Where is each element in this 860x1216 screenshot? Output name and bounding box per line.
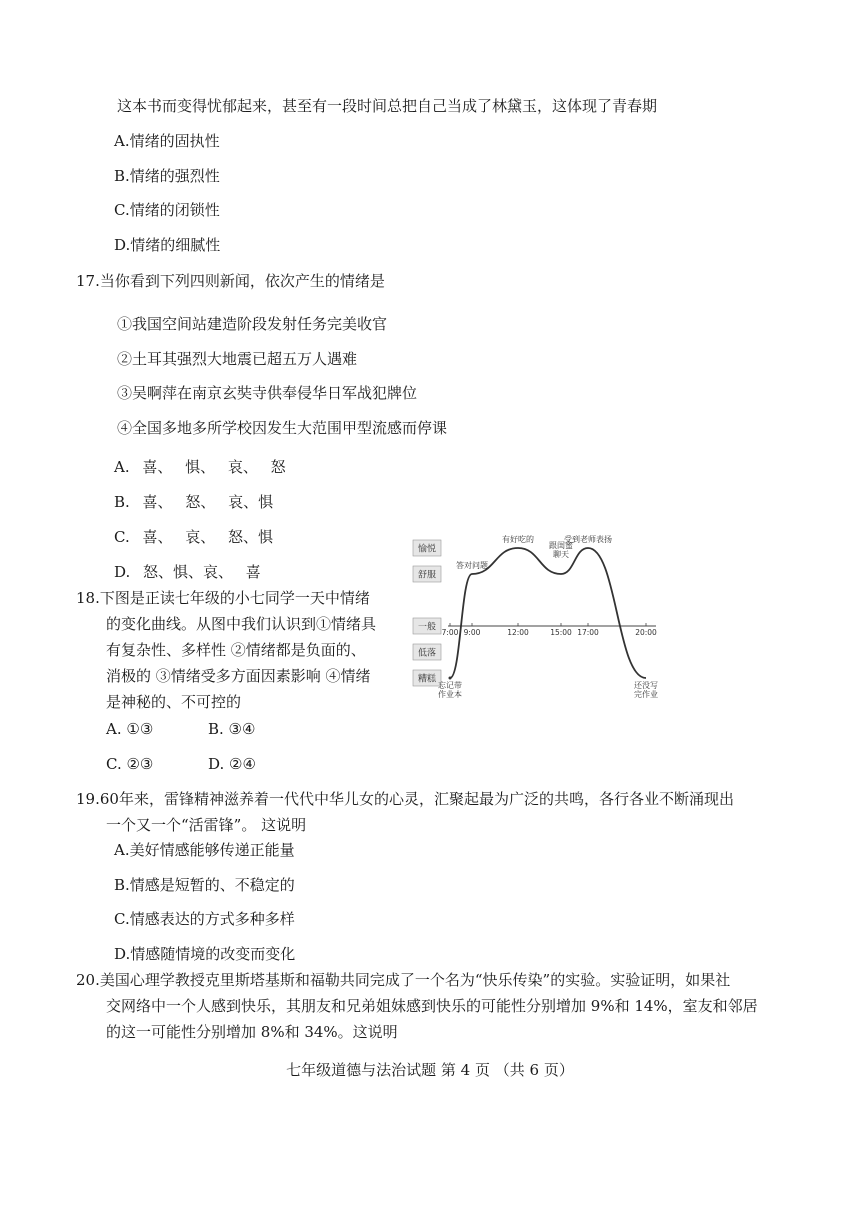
x-tick-label: 9:00 [463,628,481,637]
q17-news-1: ①我国空间站建造阶段发射任务完美收官 [117,315,388,333]
q18-option-a[interactable]: A. ①③ [106,720,154,738]
q16-option-b[interactable]: B.情绪的强烈性 [114,167,220,185]
y-level-label: 一般 [417,622,437,633]
chart-annotation: 还没写完作业 [634,681,658,699]
q16-option-c[interactable]: C.情绪的闭锁性 [114,201,220,219]
q19-option-d[interactable]: D.情感随情境的改变而变化 [114,945,296,963]
q17-option-d[interactable]: D. 怒、惧、哀、 喜 [114,563,261,581]
q19-stem-line-2: 一个又一个“活雷锋”。 这说明 [106,816,307,834]
q16-stem: 这本书而变得忧郁起来，甚至有一段时间总把自己当成了林黛玉，这体现了青春期 [117,97,658,115]
q19-stem-line-1: 19.60年来，雷锋精神滋养着一代代中华儿女的心灵，汇聚起最为广泛的共鸣，各行各业不断涌现出 [76,790,734,808]
chart-annotation: 跟闺蜜聊天 [549,541,573,559]
y-level-label: 愉悦 [417,544,437,555]
q20-stem-line-3: 的这一可能性分别增加 8%和 34%。这说明 [106,1023,398,1041]
x-tick-label: 15:00 [550,628,572,637]
q18-stem-line-1: 18.下图是正读七年级的小七同学一天中情绪 [76,589,370,607]
q20-stem-line-1: 20.美国心理学教授克里斯塔基斯和福勒共同完成了一个名为“快乐传染”的实验。实验证明，如果社 [76,971,731,989]
q16-option-a[interactable]: A.情绪的固执性 [114,132,220,150]
q17-news-4: ④全国多地多所学校因发生大范围甲型流感而停课 [117,419,448,437]
q17-option-c[interactable]: C. 喜、 哀、 怒、惧 [114,528,274,546]
q18-option-b[interactable]: B. ③④ [208,720,256,738]
data-point [449,677,452,680]
chart-annotation: 受到老师表扬 [564,535,612,544]
q18-stem-line-2: 的变化曲线。从图中我们认识到①情绪具 [106,615,377,633]
q16-option-d[interactable]: D.情绪的细腻性 [114,236,221,254]
x-tick-label: 17:00 [577,628,599,637]
q18-stem-line-4: 消极的 ③情绪受多方面因素影响 ④情绪 [106,667,371,685]
page-footer: 七年级道德与法治试题 第 4 页 （共 6 页） [286,1061,574,1079]
y-level-label: 低落 [417,648,437,659]
chart-annotation: 忘记带作业本 [438,681,462,699]
q18-option-d[interactable]: D. ②④ [208,755,256,773]
q19-option-c[interactable]: C.情感表达的方式多种多样 [114,910,295,928]
q20-stem-line-2: 交网络中一个人感到快乐，其朋友和兄弟姐妹感到快乐的可能性分别增加 9%和 14%，室友和邻居 [106,997,758,1015]
emotion-curve-chart [412,535,660,699]
q17-news-3: ③吴啊萍在南京玄奘寺供奉侵华日军战犯牌位 [117,384,418,402]
x-tick-label: 7:00 [441,628,459,637]
y-level-label: 舒服 [417,570,437,581]
q17-news-2: ②土耳其强烈大地震已超五万人遇难 [117,350,358,368]
q17-stem: 17.当你看到下列四则新闻，依次产生的情绪是 [76,272,385,290]
q18-option-c[interactable]: C. ②③ [106,755,154,773]
q18-stem-line-3: 有复杂性、多样性 ②情绪都是负面的、 [106,641,366,659]
chart-annotation: 有好吃的 [502,535,534,544]
q18-stem-line-5: 是神秘的、不可控的 [106,693,242,711]
q19-option-a[interactable]: A.美好情感能够传递正能量 [114,841,295,859]
q17-option-a[interactable]: A. 喜、 惧、 哀、 怒 [114,458,286,476]
y-level-label: 糟糕 [417,674,437,685]
chart-annotation: 答对问题 [456,561,488,570]
x-tick-label: 12:00 [507,628,529,637]
q19-option-b[interactable]: B.情感是短暂的、不稳定的 [114,876,295,894]
q17-option-b[interactable]: B. 喜、 怒、 哀、惧 [114,493,274,511]
x-tick-label: 20:00 [635,628,657,637]
